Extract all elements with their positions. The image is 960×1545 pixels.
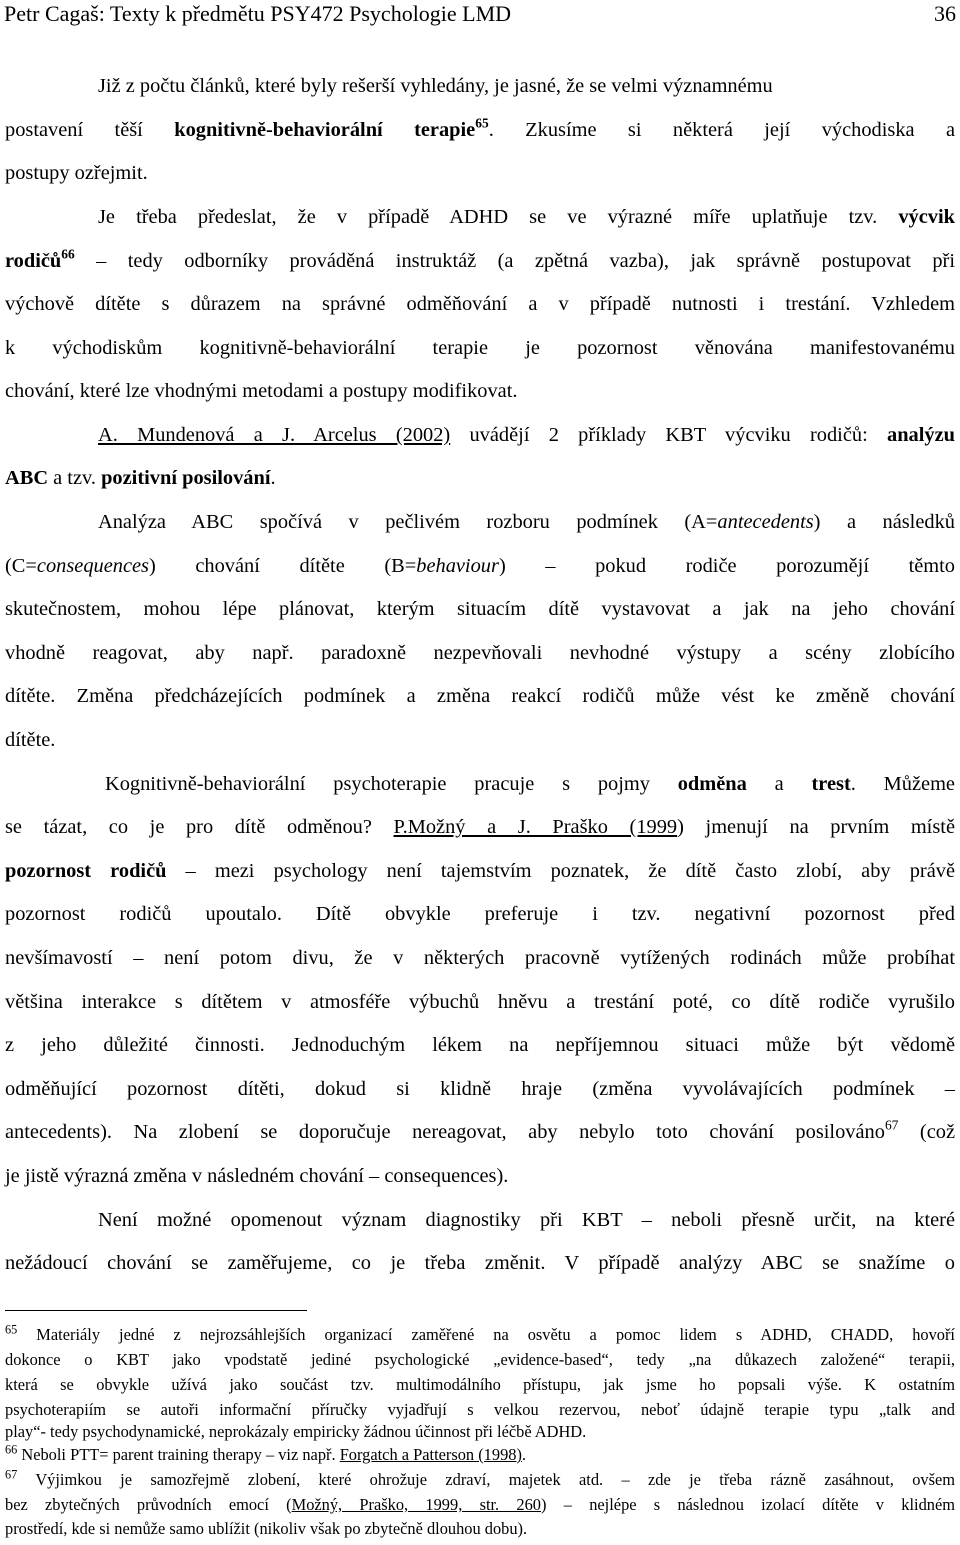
footnote-separator (5, 1310, 307, 1311)
text-run: a tzv. (48, 467, 102, 489)
p1-line-3 (5, 160, 148, 186)
p4-line-6 (5, 727, 55, 753)
text-run: – tedy odborníky prováděná instruktáž (a zpětná vazba), jak správně postupovat při (74, 250, 955, 272)
text-run: z jeho důležité činnosti. Jednoduchým lékem na nepříjemnou situaci může být vědomě (5, 1034, 955, 1056)
text-run: . (521, 1445, 527, 1464)
text-run: Je třeba předeslat, že v případě ADHD se ve výrazné míře uplatňuje tzv. (98, 206, 899, 228)
text-run: skutečnostem, mohou lépe plánovat, kterým situacím dítě vystavovat a jak na jeho chování (5, 598, 955, 620)
text-run: nevšímavostí – není potom divu, že v některých pracovně vytížených rodinách může probíhat (5, 947, 955, 969)
text-run: behaviour (416, 555, 499, 577)
p5-line-3 (5, 858, 955, 884)
p5-line-5 (5, 945, 955, 971)
page-header (4, 0, 956, 28)
text-run: prostředí, kde si nemůže samo ublížit (nikoliv však po zbytečně dlouhou dobu). (5, 1519, 528, 1538)
text-run: rodičů (5, 250, 62, 272)
p5-line-2 (5, 814, 955, 840)
p5-line-4 (5, 901, 955, 927)
p3-line-1 (98, 422, 955, 448)
text-run: Neboli PTT= parent training therapy – viz např. (17, 1445, 340, 1464)
p6-line-1 (98, 1207, 955, 1233)
text-run: consequences (36, 555, 149, 577)
p2-line-3 (5, 291, 955, 317)
text-run: . Můžeme (850, 773, 955, 795)
citation-mundenova-arcelus: A. Mundenová a J. Arcelus (2002) (98, 424, 451, 446)
text-run: ) a následků (813, 511, 955, 533)
p5-line-6 (5, 989, 955, 1015)
text-run: dokonce o KBT jako vpodstatě jediné psychologické „evidence-based“, tedy „na důkazech založené“ terapii, (5, 1350, 955, 1369)
text-run: odměňující pozornost dítěti, dokud si klidně hraje (změna vyvolávajících podmínek – (5, 1078, 955, 1100)
text-run: – mezi psychology není tajemstvím poznatek, že dítě často zlobí, aby právě (166, 860, 956, 882)
text-run: se tázat, co je pro dítě odměnou? (5, 816, 394, 838)
text-run: ) – pokud rodiče porozumějí těmto (498, 555, 956, 577)
text-run: pozornost rodičů (5, 860, 167, 882)
text-run: antecedents). Na zlobení se doporučuje nereagovat, aby nebylo toto chování posilováno (5, 1121, 885, 1143)
footnote-66-line-1 (5, 1442, 527, 1465)
footnote-67-line-3 (5, 1519, 527, 1539)
text-run: uvádějí 2 příklady KBT výcviku rodičů: (450, 424, 888, 446)
p5-line-1 (105, 771, 955, 797)
text-run: dítěte. (5, 729, 56, 751)
p2-line-2 (5, 248, 955, 274)
text-run: výchově dítěte s důrazem na správné odměňování a v případě nutnosti i trestání. Vzhledem (5, 293, 955, 315)
text-run: je jistě výrazná změna v následném chování – consequences). (5, 1165, 509, 1187)
text-run: antecedents (717, 511, 814, 533)
text-run: většina interakce s dítětem v atmosféře výbuchů hněvu a trestání poté, co dítě rodiče vyrušilo (5, 991, 955, 1013)
text-run: postavení těší (5, 119, 175, 141)
p1-line-1 (98, 73, 773, 99)
text-run: Analýza ABC spočívá v pečlivém rozboru podmínek (A= (98, 511, 718, 533)
footnote-mark-67: 67 (5, 1467, 18, 1482)
footnote-ref-65: 65 (475, 115, 489, 131)
text-run: psychoterapiím se autoři informační příručky vyjadřují s velkou rezervou, neboť údajně terapie typu „talk and (5, 1400, 955, 1419)
p5-line-7 (5, 1032, 955, 1058)
p2-line-5 (5, 378, 517, 404)
footnote-ref-66: 66 (61, 246, 75, 262)
p3-line-2 (5, 465, 276, 491)
text-run: Není možné opomenout význam diagnostiky při KBT – neboli přesně určit, na které (98, 1209, 955, 1231)
text-run: chování, které lze vhodnými metodami a postupy modifikovat. (5, 380, 518, 402)
text-run: Výjimkou je samozřejmě zlobení, které ohrožuje zdraví, majetek atd. – zde je třeba rázně zasáhnout, ovšem (17, 1470, 955, 1489)
footnote-65-line-5 (5, 1422, 586, 1442)
footnote-67-line-1 (5, 1467, 955, 1490)
text-run: bez zbytečných průvodních emocí ( (5, 1495, 292, 1514)
text-run: pozitivní posilování (101, 467, 271, 489)
citation-mozny-prasko-260: Možný, Praško, 1999, str. 260 (291, 1495, 542, 1514)
text-run: Kognitivně-behaviorální psychoterapie pracuje s pojmy (105, 773, 678, 795)
p4-line-5 (5, 683, 955, 709)
text-run: . (270, 467, 276, 489)
text-run: ) – nejlépe s následnou izolací dítěte v klidném (541, 1495, 955, 1514)
footnote-65-line-2 (5, 1350, 955, 1370)
footnote-65-line-3 (5, 1375, 955, 1395)
p1-line-2 (5, 117, 955, 143)
p5-line-8 (5, 1076, 955, 1102)
citation-mozny-prasko: P.Možný a J. Praško (1999 (393, 816, 678, 838)
p4-line-3 (5, 596, 955, 622)
p2-line-4 (5, 335, 955, 361)
footnote-mark-66: 66 (5, 1442, 18, 1457)
citation-forgatch-patterson: Forgatch a Patterson (1998) (339, 1445, 522, 1464)
text-run: která se obvykle užívá jako součást tzv. multimodálního přístupu, jak jsme ho popsali výše. K ostatním (5, 1375, 955, 1394)
text-run: a (746, 773, 812, 795)
footnote-65-line-1 (5, 1322, 955, 1345)
footnote-mark-65: 65 (5, 1322, 18, 1337)
footnote-65-line-4 (5, 1400, 955, 1420)
text-run: (což (898, 1121, 955, 1143)
text-run: výcvik (898, 206, 955, 228)
p4-line-1 (98, 509, 955, 535)
text-run: ) jmenují na prvním místě (677, 816, 956, 838)
text-run: dítěte. Změna předcházejících podmínek a změna reakcí rodičů může vést ke změně chování (5, 685, 955, 707)
text-run: vhodně reagovat, aby např. paradoxně nezpevňovali nevhodné výstupy a scény zlobícího (5, 642, 955, 664)
header-title: Petr Cagaš: Texty k předmětu PSY472 Psychologie LMD (4, 1, 512, 26)
text-run: nežádoucí chování se zaměřujeme, co je třeba změnit. V případě analýzy ABC se snažíme o (5, 1252, 955, 1274)
text-run: odměna (677, 773, 747, 795)
text-run: Materiály jedné z nejrozsáhlejších organizací zaměřené na osvětu a pomoc lidem s ADHD, CHADD, hovoří (17, 1325, 955, 1344)
p4-line-2 (5, 553, 955, 579)
text-run: pozornost rodičů upoutalo. Dítě obvykle preferuje i tzv. negativní pozornost před (5, 903, 955, 925)
text-run: ABC (5, 467, 49, 489)
term-kbt: kognitivně-behaviorální terapie (174, 119, 476, 141)
text-run: play“- tedy psychodynamické, neprokázaly empiricky žádnou účinnost při léčbě ADHD. (5, 1422, 587, 1441)
p5-line-10 (5, 1163, 508, 1189)
footnote-ref-67: 67 (884, 1117, 899, 1133)
page-number: 36 (934, 1, 956, 26)
p5-line-9 (5, 1119, 955, 1145)
text-run: Již z počtu článků, které byly rešerší vyhledány, je jasné, že se velmi významnému (98, 75, 773, 97)
text-run: . Zkusíme si některá její východiska a (488, 119, 955, 141)
text-run: trest (811, 773, 851, 795)
text-run: (C= (5, 555, 37, 577)
p4-line-4 (5, 640, 955, 666)
text-run: k východiskům kognitivně-behaviorální terapie je pozornost věnována manifestovanému (5, 337, 955, 359)
footnote-67-line-2 (5, 1495, 955, 1515)
p6-line-2 (5, 1250, 955, 1276)
text-run: analýzu (887, 424, 955, 446)
text-run: postupy ozřejmit. (5, 162, 148, 184)
p2-line-1 (98, 204, 955, 230)
text-run: ) chování dítěte (B= (149, 555, 417, 577)
